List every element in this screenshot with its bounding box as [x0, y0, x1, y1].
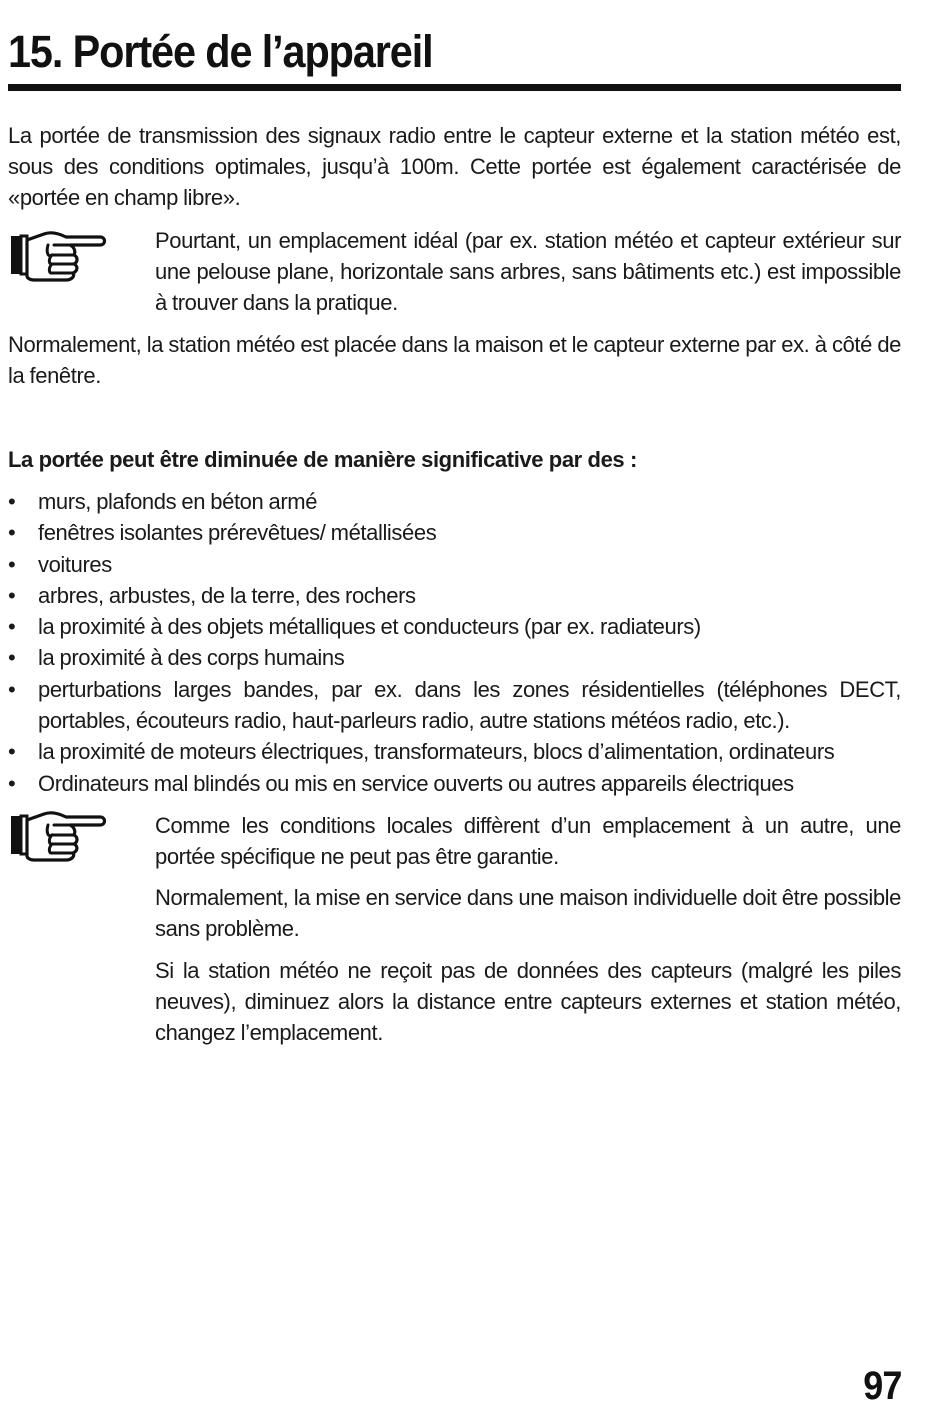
- list-item: [8, 768, 901, 799]
- reduction-heading: La portée peut être diminuée de manière significative par des :: [8, 447, 637, 472]
- bullet-icon: •: [8, 645, 16, 671]
- intro-paragraph: La portée de transmission des signaux radio entre le capteur externe et la station météo est, sous des conditions optimales, jusqu’à 100m. Cette portée est également caractérisée de «portée en champ libre».: [8, 123, 901, 210]
- pointing-hand-icon: [8, 808, 108, 864]
- list-item-text: murs, plafonds en béton armé: [38, 489, 318, 514]
- bullet-icon: •: [8, 739, 16, 765]
- pointing-hand-icon: [8, 228, 108, 284]
- list-item-text: voitures: [38, 551, 112, 577]
- note-paragraph: Si la station météo ne reçoit pas de données des capteurs (malgré les piles neuves), diminuez alors la distance entre capteurs externes et station météo, changez l’emplacement.: [155, 958, 901, 1045]
- bullet-icon: •: [8, 582, 16, 608]
- list-item: [8, 611, 901, 642]
- list-item: [8, 674, 901, 737]
- list-item: [8, 549, 901, 580]
- bullet-icon: •: [8, 770, 16, 796]
- bullet-icon: •: [8, 520, 16, 546]
- bullet-icon: •: [8, 551, 16, 577]
- note-paragraph: Comme les conditions locales diffèrent d’un emplacement à un autre, une portée spécifique ne peut pas être garantie.: [155, 813, 901, 869]
- bullet-icon: •: [8, 489, 16, 514]
- reduction-list: [8, 486, 901, 799]
- page-number: 97: [862, 1364, 901, 1408]
- list-item-text: fenêtres isolantes prérevêtues/ métallisées: [38, 520, 437, 546]
- list-item-text: perturbations larges bandes, par ex. dans les zones résidentielles (téléphones DECT, portables, écouteurs radio, haut-parleurs radio, autre stations météos radio, etc.).: [38, 676, 901, 734]
- section-title: 15. Portée de l’appareil: [8, 26, 433, 77]
- note-paragraph: Pourtant, un emplacement idéal (par ex. station météo et capteur extérieur sur une pelouse plane, horizontale sans arbres, sans bâtiments etc.) est impossible à trouver dans la pratique.: [155, 228, 901, 315]
- bullet-icon: •: [8, 614, 16, 640]
- list-item: [8, 736, 901, 767]
- list-item-text: Ordinateurs mal blindés ou mis en service ouverts ou autres appareils électriques: [38, 770, 794, 796]
- list-item: [8, 486, 901, 517]
- list-item-text: la proximité à des corps humains: [38, 645, 345, 671]
- list-item-text: la proximité à des objets métalliques et conducteurs (par ex. radiateurs): [38, 614, 701, 640]
- list-item-text: la proximité de moteurs électriques, transformateurs, blocs d’alimentation, ordinateurs: [38, 739, 835, 765]
- bullet-icon: •: [8, 676, 16, 702]
- title-rule: [8, 84, 901, 91]
- note-paragraph: Normalement, la mise en service dans une maison individuelle doit être possible sans problème.: [155, 885, 901, 941]
- placement-paragraph: Normalement, la station météo est placée dans la maison et le capteur externe par ex. à côté de la fenêtre.: [8, 332, 901, 388]
- list-item: [8, 642, 901, 673]
- list-item-text: arbres, arbustes, de la terre, des rochers: [38, 582, 416, 608]
- list-item: [8, 517, 901, 548]
- list-item: [8, 580, 901, 611]
